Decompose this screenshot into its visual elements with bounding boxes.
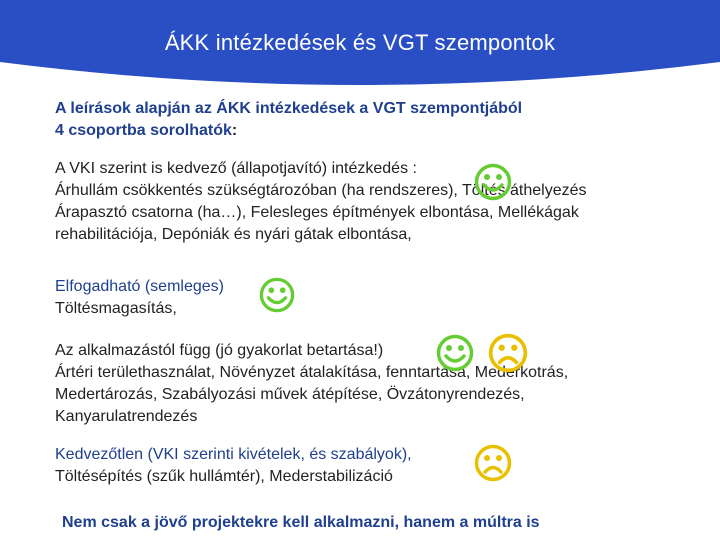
- group-neutral-heading: Elfogadható (semleges): [55, 278, 224, 295]
- group-depends-line-4: Kanyarulatrendezés: [55, 408, 198, 425]
- group-neutral: [55, 276, 224, 320]
- intro-text: [55, 98, 522, 142]
- group-unfavorable: [55, 444, 412, 488]
- title-banner: [0, 0, 720, 92]
- group-favorable-line-3: Árapasztó csatorna (ha…), Felesleges építmények elbontása, Mellékágak: [55, 204, 579, 221]
- sad-face-icon: [474, 444, 512, 482]
- group-depends-heading: Az alkalmazástól függ (jó gyakorlat betartása!): [55, 342, 384, 359]
- happy-face-icon: [474, 163, 512, 201]
- slide-title: ÁKK intézkedések és VGT szempontok: [164, 30, 556, 55]
- happy-face-icon: [436, 334, 474, 372]
- group-favorable-heading: A VKI szerint is kedvező (állapotjavító) intézkedés :: [55, 160, 417, 177]
- footer-note: Nem csak a jövő projektekre kell alkalmazni, hanem a múltra is: [62, 514, 540, 531]
- happy-face-icon: [259, 277, 295, 313]
- group-unfavorable-line-2: Töltésépítés (szűk hullámtér), Mederstabilizáció: [55, 468, 393, 485]
- sad-face-icon: [488, 333, 528, 373]
- group-depends-line-3: Medertározás, Szabályozási művek átépítése, Övzátonyrendezés,: [55, 386, 525, 403]
- group-favorable-line-2: Árhullám csökkentés szükségtározóban (ha rendszeres), Töltés áthelyezés: [55, 182, 587, 199]
- group-depends-line-2: Ártéri területhasználat, Növényzet átalakítása, fenntartása, Mederkotrás,: [55, 364, 569, 381]
- group-unfavorable-heading: Kedvezőtlen (VKI szerinti kivételek, és szabályok),: [55, 446, 412, 463]
- group-favorable-line-4: rehabilitációja, Depóniák és nyári gátak elbontása,: [55, 226, 412, 243]
- group-neutral-line-2: Töltésmagasítás,: [55, 300, 177, 317]
- intro-line-1: A leírások alapján az ÁKK intézkedések a VGT szempontjából: [55, 100, 523, 117]
- intro-line-2: 4 csoportba sorolhatók:: [55, 122, 238, 139]
